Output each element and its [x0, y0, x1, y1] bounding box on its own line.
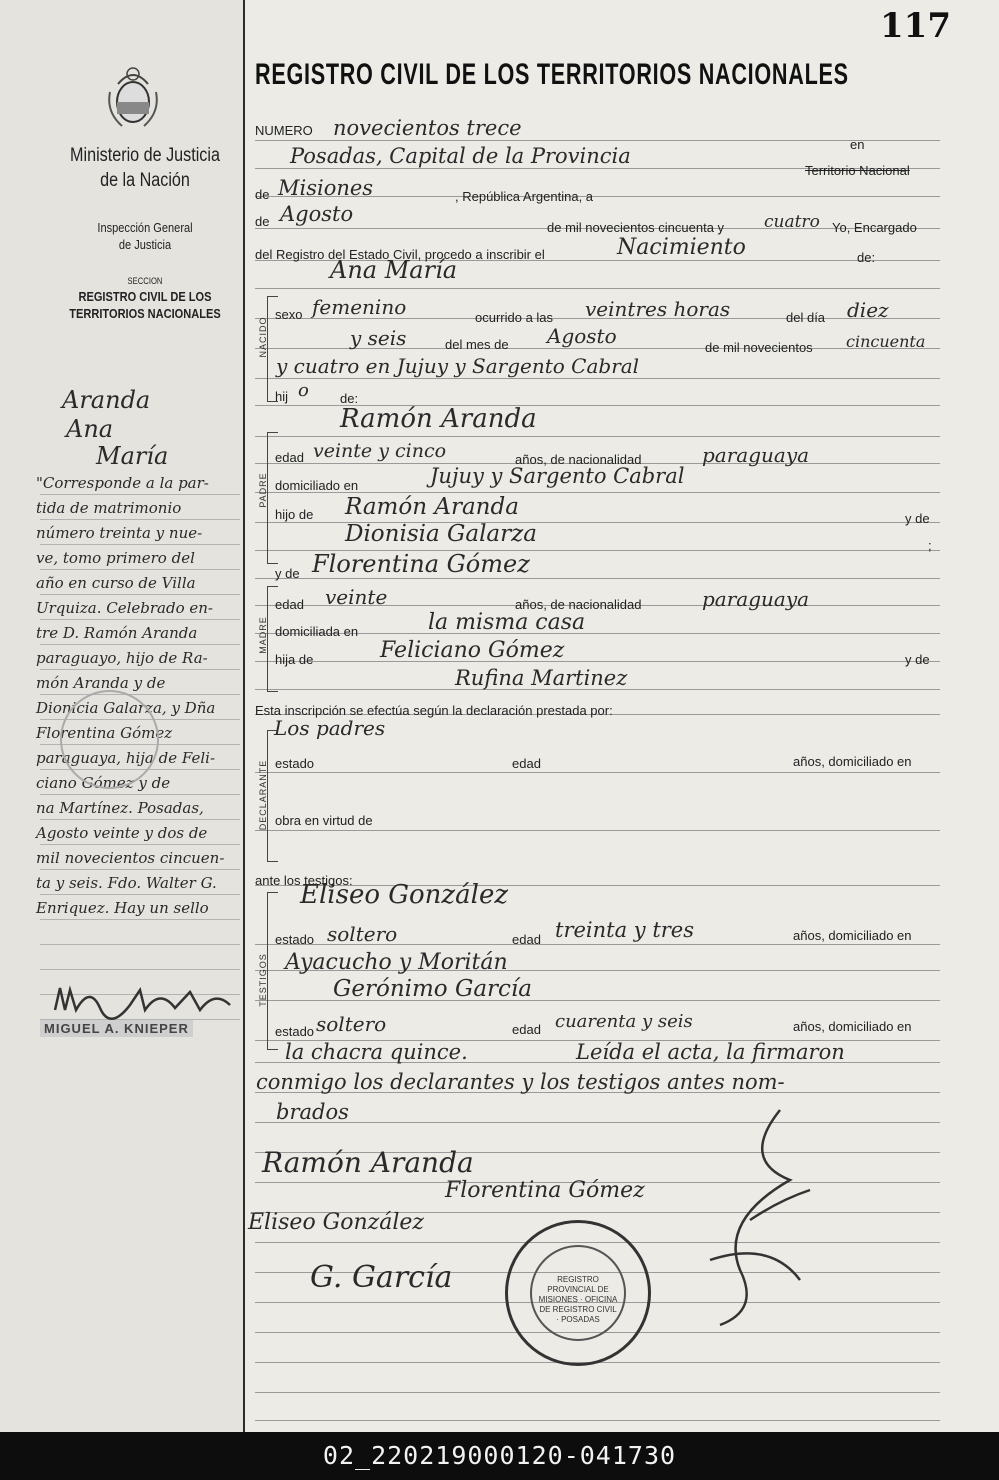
- signature-garcia: G. García: [310, 1260, 453, 1295]
- margin-note-line: món Aranda y de: [36, 674, 166, 692]
- registro-line-2: TERRITORIOS NACIONALES: [69, 306, 221, 321]
- value-padre: Ramón Aranda: [340, 404, 537, 434]
- value-cierre-1: Leída el acta, la firmaron: [576, 1040, 845, 1064]
- margin-note-line: Enriquez. Hay un sello: [36, 899, 209, 917]
- label-ocurrido: ocurrido a las: [475, 310, 554, 325]
- margin-note-line: año en curso de Villa: [36, 574, 196, 592]
- ruled-line: [255, 436, 940, 437]
- label-de-colon-2: de:: [340, 391, 359, 406]
- label-declarante: DECLARANTE: [258, 759, 268, 831]
- value-nombre: Ana María: [330, 256, 458, 284]
- label-numero: NUMERO: [255, 123, 313, 138]
- label-anos-nac-padre: años, de nacionalidad: [515, 452, 642, 467]
- value-t1-edad: treinta y tres: [555, 918, 695, 942]
- value-abuelo-m: Feliciano Gómez: [380, 638, 565, 663]
- value-mes: Agosto: [280, 202, 354, 226]
- margin-note-line: ve, tomo primero del: [36, 549, 195, 567]
- label-esta-inscripcion: Esta inscripción se efectúa según la declaración prestada por:: [255, 703, 613, 718]
- label-en: en: [850, 137, 865, 152]
- margin-note-line: Florentina Gómez: [36, 724, 173, 742]
- margin-signature: [50, 980, 240, 1025]
- value-ano-nac: cincuenta: [846, 332, 926, 351]
- margin-round-stamp: [60, 690, 159, 789]
- value-madre: Florentina Gómez: [312, 550, 530, 578]
- value-abuelo-p: Ramón Aranda: [345, 494, 519, 520]
- ruled-line: [255, 1122, 940, 1123]
- value-ano: cuatro: [764, 212, 820, 232]
- label-del-mes: del mes de: [445, 337, 509, 352]
- column-rule: [243, 0, 245, 1432]
- semicolon: ;: [928, 538, 932, 553]
- label-padre: PADRE: [258, 472, 268, 508]
- label-de-2: de: [255, 214, 270, 229]
- label-estado-t1: estado: [275, 932, 315, 947]
- margin-name-first: Ana: [66, 415, 114, 443]
- value-padre-nac: paraguaya: [702, 443, 810, 467]
- label-hij: hij: [275, 389, 289, 404]
- ruled-line: [255, 1392, 940, 1393]
- label-registro-line: del Registro del Estado Civil, procedo a inscribir el: [255, 247, 545, 262]
- margin-note-line: tre D. Ramón Aranda: [36, 624, 198, 642]
- value-madre-dom: la misma casa: [428, 610, 586, 635]
- label-testigos: TESTIGOS: [258, 953, 268, 1007]
- signature-eliseo-gonzalez: Eliseo González: [248, 1210, 425, 1235]
- value-declarante: Los padres: [274, 716, 386, 740]
- value-t2-edad: cuarenta y seis: [555, 1011, 693, 1032]
- ruled-line: [255, 1420, 940, 1421]
- value-hij: o: [298, 380, 309, 401]
- label-hija-de: hija de: [275, 652, 314, 667]
- signature-ramon-aranda: Ramón Aranda: [262, 1146, 474, 1179]
- value-cierre-2: conmigo los declarantes y los testigos antes nom-: [256, 1070, 785, 1094]
- value-t2-estado: soltero: [316, 1012, 387, 1036]
- value-dia-2: y seis: [350, 326, 407, 350]
- ruled-line: [255, 288, 940, 289]
- ruled-line: [255, 830, 940, 831]
- label-de-1: de: [255, 187, 270, 202]
- margin-note-line: tida de matrimonio: [36, 499, 182, 517]
- label-y-de-p: y de: [905, 511, 930, 526]
- margin-note-line: mil novecientos cincuen-: [36, 849, 225, 867]
- page-number: 117: [880, 6, 951, 46]
- margin-note-line: "Corresponde a la par-: [36, 474, 209, 492]
- official-seal: [505, 1220, 651, 1366]
- label-anos-dom-dec: años, domiciliado en: [793, 754, 912, 769]
- label-estado-t2: estado: [275, 1024, 315, 1039]
- label-anos-nac-madre: años, de nacionalidad: [515, 597, 642, 612]
- value-abuela-p: Dionisia Galarza: [345, 521, 537, 547]
- value-t1-estado: soltero: [327, 922, 398, 946]
- label-nacido: NACIDO: [258, 316, 268, 358]
- ruled-line: [255, 140, 940, 141]
- ruled-line: [255, 772, 940, 773]
- label-territorio: Territorio Nacional: [805, 163, 910, 178]
- label-domiciliado-padre: domiciliado en: [275, 478, 359, 493]
- label-y-de-madre: y de: [275, 566, 300, 581]
- coat-of-arms-icon: [104, 62, 162, 137]
- value-cierre-3: brados: [276, 1100, 349, 1124]
- value-abuela-m: Rufina Martinez: [455, 666, 628, 690]
- margin-note-line: paraguayo, hijo de Ra-: [36, 649, 208, 667]
- label-del-dia: del día: [786, 310, 826, 325]
- margin-note-line: Urquiza. Celebrado en-: [36, 599, 214, 617]
- label-ante-testigos: ante los testigos:: [255, 873, 353, 888]
- label-estado-dec: estado: [275, 756, 315, 771]
- margin-note-line: número treinta y nue-: [36, 524, 203, 542]
- label-hijo-de: hijo de: [275, 507, 314, 522]
- value-t1-dom: Ayacucho y Moritán: [285, 950, 508, 975]
- value-dia-1: diez: [847, 298, 889, 322]
- ministry-line-2: de la Nación: [100, 170, 190, 191]
- label-edad-madre: edad: [275, 597, 304, 612]
- label-edad-dec: edad: [512, 756, 541, 771]
- ruled-line: [255, 578, 940, 579]
- margin-note-line: ta y seis. Fdo. Walter G.: [36, 874, 217, 892]
- inspeccion-line-1: Inspección General: [97, 220, 193, 235]
- signature-florentina-gomez: Florentina Gómez: [445, 1178, 645, 1203]
- official-signature: [680, 1100, 820, 1335]
- value-hora: veintres horas: [585, 297, 731, 321]
- bracket-declarante: [267, 730, 278, 862]
- seal-text: REGISTRO PROVINCIAL DE MISIONES · OFICINA DE REGISTRO CIVIL · POSADAS: [538, 1275, 618, 1324]
- value-provincia: Misiones: [278, 176, 374, 200]
- registro-line-1: REGISTRO CIVIL DE LOS: [78, 289, 212, 304]
- value-padre-edad: veinte y cinco: [313, 440, 447, 462]
- label-anos-dom-t1: años, domiciliado en: [793, 928, 912, 943]
- value-acto: Nacimiento: [617, 235, 746, 260]
- margin-ruled-line: [40, 969, 240, 970]
- margin-note-line: Agosto veinte y dos de: [36, 824, 208, 842]
- label-edad-padre: edad: [275, 450, 304, 465]
- label-de-colon: de:: [857, 250, 876, 265]
- label-yo-encargado: Yo, Encargado: [832, 220, 917, 235]
- margin-note-line: na Martínez. Posadas,: [36, 799, 204, 817]
- value-madre-nac: paraguaya: [702, 587, 810, 611]
- margin-note-line: ciano Gómez y de: [36, 774, 171, 792]
- value-lugar-nac: y cuatro en Jujuy y Sargento Cabral: [276, 354, 640, 378]
- ruled-line: [255, 661, 940, 662]
- value-testigo-1: Eliseo González: [300, 880, 509, 910]
- value-padre-dom: Jujuy y Sargento Cabral: [430, 464, 685, 488]
- ruled-line: [255, 378, 940, 379]
- footer-code: 02_220219000120-041730: [0, 1432, 999, 1480]
- label-madre: MADRE: [258, 616, 268, 654]
- margin-name-second: María: [96, 442, 169, 470]
- margin-name-surname: Aranda: [62, 386, 151, 414]
- label-de-mil-nov: de mil novecientos: [705, 340, 813, 355]
- value-t2-dom: la chacra quince.: [285, 1040, 468, 1064]
- label-obra: obra en virtud de: [275, 813, 373, 828]
- value-mes-nac: Agosto: [547, 324, 617, 348]
- value-numero: novecientos trece: [333, 116, 522, 140]
- value-testigo-2: Gerónimo García: [333, 976, 532, 1002]
- document-title: REGISTRO CIVIL DE LOS TERRITORIOS NACIONALES: [255, 58, 849, 91]
- ministry-line-1: Ministerio de Justicia: [70, 145, 220, 166]
- label-republica: , República Argentina, a: [455, 189, 594, 204]
- value-sexo: femenino: [312, 295, 407, 319]
- label-anos-dom-t2: años, domiciliado en: [793, 1019, 912, 1034]
- inspeccion-line-2: de Justicia: [118, 237, 172, 252]
- seccion-label: SECCION: [127, 276, 163, 286]
- label-edad-t2: edad: [512, 1022, 541, 1037]
- label-sexo: sexo: [275, 307, 303, 322]
- label-de-mil: de mil novecientos cincuenta y: [547, 220, 725, 235]
- label-domiciliada: domiciliada en: [275, 624, 359, 639]
- value-lugar: Posadas, Capital de la Provincia: [290, 144, 631, 168]
- margin-note-line: Dionicia Galarza, y Dña: [36, 699, 216, 717]
- label-edad-t1: edad: [512, 932, 541, 947]
- margin-ruled-line: [40, 944, 240, 945]
- value-madre-edad: veinte: [325, 585, 388, 609]
- margin-note-line: paraguaya, hija de Feli-: [36, 749, 216, 767]
- margin-stamp-text: MIGUEL A. KNIEPER: [40, 1020, 193, 1037]
- label-y-de-m: y de: [905, 652, 930, 667]
